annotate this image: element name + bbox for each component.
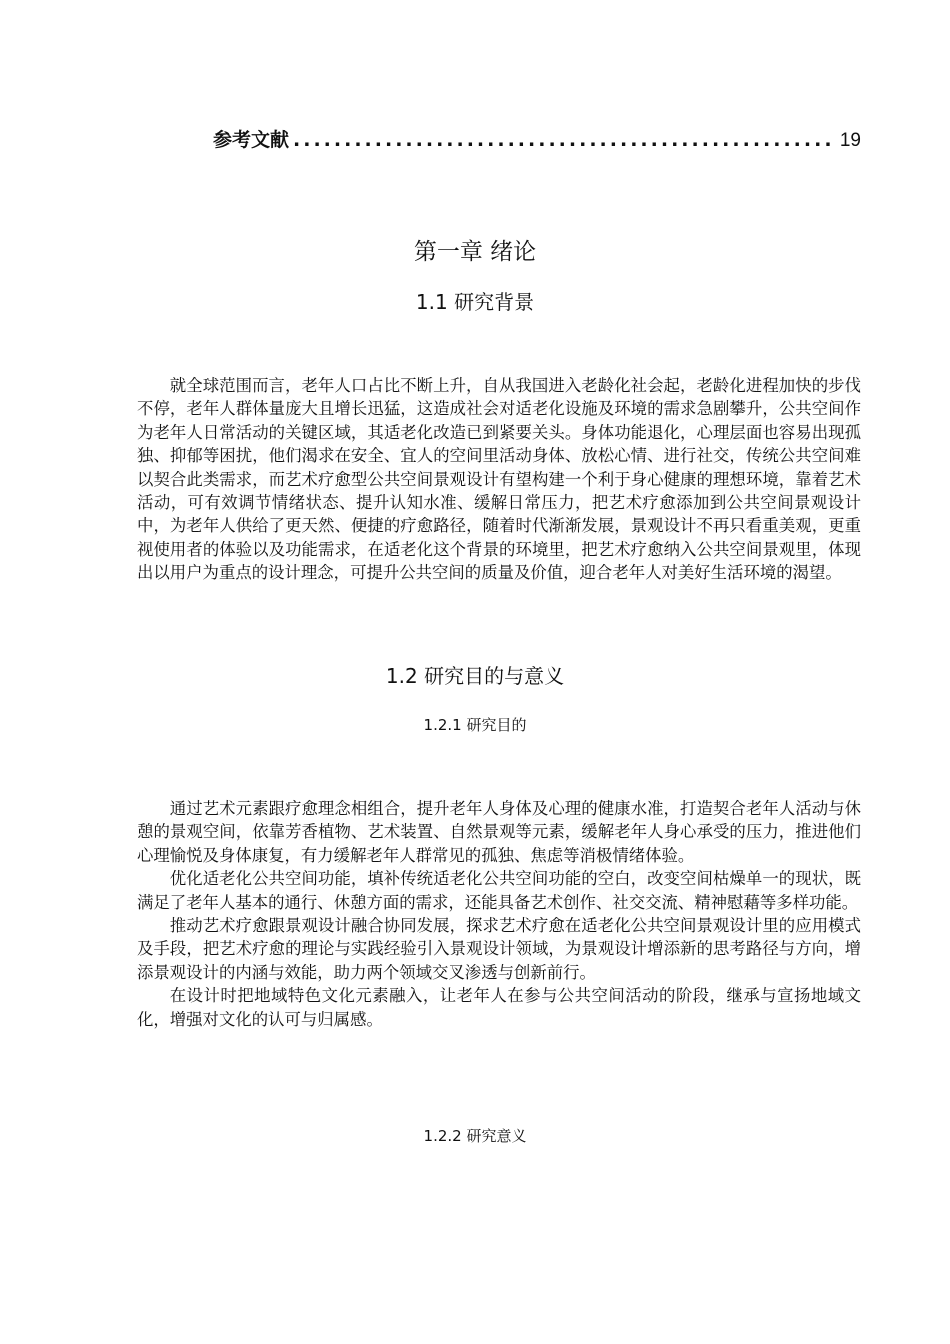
paragraph: 就全球范围而言，老年人口占比不断上升，自从我国进入老龄化社会起，老龄化进程加快的步伐不停，老年人群体量庞大且增长迅猛，这造成社会对适老化设施及环境的需求急剧攀升，公共空间作为老年人日常活动的关键区域，其适老化改造已到紧要关头。身体功能退化，心理层面也容易出现孤独、抑郁等困扰，他们渴求在安全、宜人的空间里活动身体、放松心情、进行社交，传统公共空间难以契合此类需求，而艺术疗愈型公共空间景观设计有望构建一个利于身心健康的理想环境，靠着艺术活动，可有效调节情绪状态、提升认知水准、缓解日常压力，把艺术疗愈添加到公共空间景观设计中，为老年人供给了更天然、便捷的疗愈路径，随着时代渐渐发展，景观设计不再只看重美观，更重视使用者的体验以及功能需求，在适老化这个背景的环境里，把艺术疗愈纳入公共空间景观里，体现出以用户为重点的设计理念，可提升公共空间的质量及价值，迎合老年人对美好生活环境的渴望。 (137, 376, 861, 583)
section-title-purpose-and-significance: 1.2 研究目的与意义 (385, 664, 565, 688)
toc-entry-references[interactable] (213, 126, 861, 155)
toc-entry-label: 参考文献 (213, 129, 290, 151)
toc-leader-dots (293, 126, 836, 154)
chapter-title: 第一章 绪论 (413, 239, 537, 265)
toc-entry-page-number: 19 (839, 130, 861, 151)
paragraph: 通过艺术元素跟疗愈理念相组合，提升老年人身体及心理的健康水准，打造契合老年人活动与休憩的景观空间，依靠芳香植物、艺术装置、自然景观等元素，缓解老年人身心承受的压力，推进他们心理愉悦及身体康复，有力缓解老年人群常见的孤独、焦虑等消极情绪体验。 (137, 799, 861, 865)
paragraph: 在设计时把地域特色文化元素融入，让老年人在参与公共空间活动的阶段，继承与宣扬地域文化，增强对文化的认可与归属感。 (137, 986, 861, 1029)
section-title-research-background: 1.1 研究背景 (415, 290, 535, 314)
subsection-title-research-purpose: 1.2.1 研究目的 (423, 716, 527, 734)
subsection-title-research-significance: 1.2.2 研究意义 (423, 1127, 527, 1145)
paragraph: 推动艺术疗愈跟景观设计融合协同发展，探求艺术疗愈在适老化公共空间景观设计里的应用模式及手段，把艺术疗愈的理论与实践经验引入景观设计领域，为景观设计增添新的思考路径与方向，增添景观设计的内涵与效能，助力两个领域交叉渗透与创新前行。 (137, 916, 861, 982)
section-body-research-background (137, 374, 861, 585)
section-body-research-purpose (137, 797, 861, 1031)
paragraph: 优化适老化公共空间功能，填补传统适老化公共空间功能的空白，改变空间枯燥单一的现状，既满足了老年人基本的通行、休憩方面的需求，还能具备艺术创作、社交交流、精神慰藉等多样功能。 (137, 869, 861, 912)
